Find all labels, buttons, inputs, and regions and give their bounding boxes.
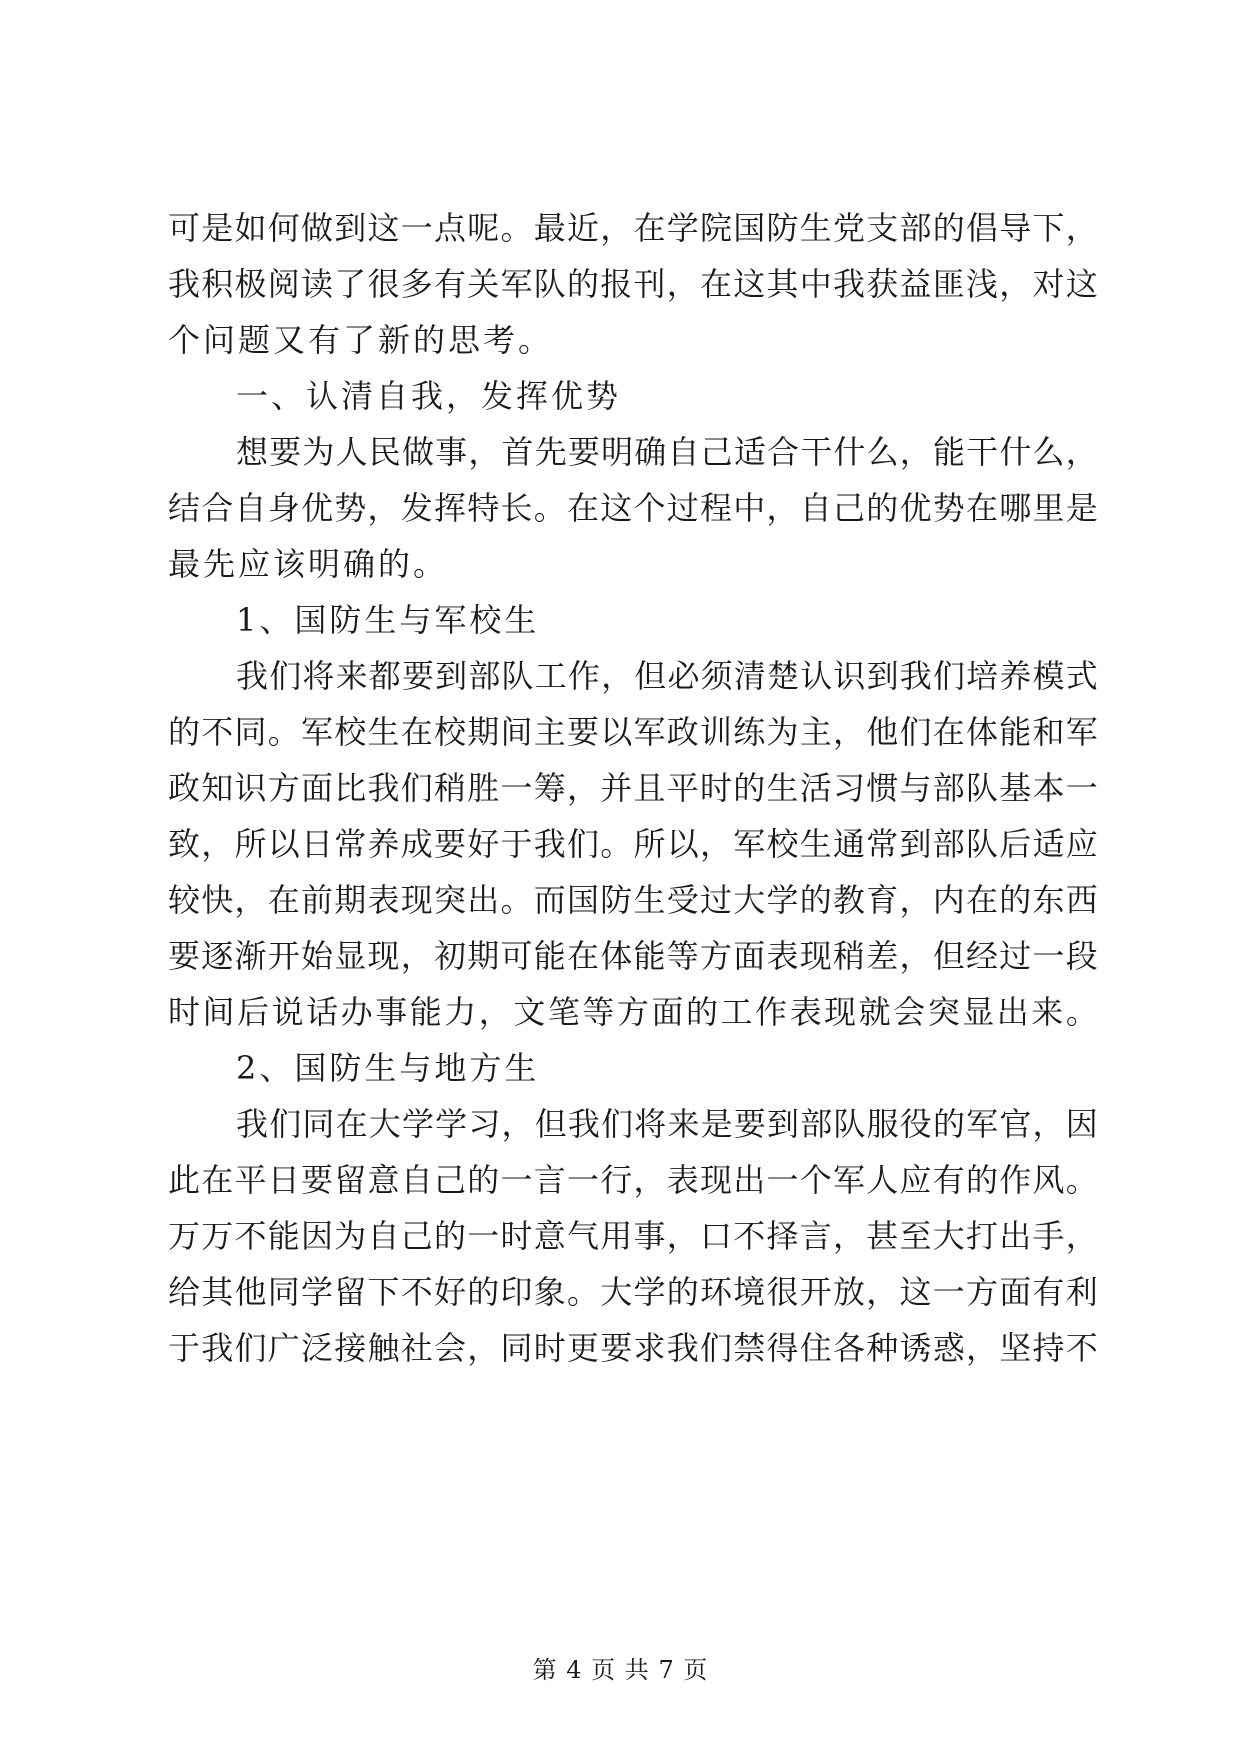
text-line: 的 不 同 。 军 校 生 在 校 期 间 主 要 以 军 政 训 练 为 主 ， 他 们 在 体 能 和 军 xyxy=(168,713,1098,751)
text-line: 个问题又有了新的思考。 xyxy=(168,321,554,359)
text-line: 2、国防生与地方生 xyxy=(236,1049,540,1087)
text-line: 此 在 平 日 要 留 意 自 己 的 一 言 一 行 ， 表 现 出 一 个 军 人 应 有 的 作 风 。 xyxy=(168,1161,1098,1199)
page-footer: 第 4 页 共 7 页 xyxy=(532,1656,709,1684)
document-body xyxy=(168,200,1098,1376)
text-line: 1、国防生与军校生 xyxy=(236,601,540,639)
text-line: 较 快 ， 在 前 期 表 现 突 出 。 而 国 防 生 受 过 大 学 的 教 育 ， 内 在 的 东 西 xyxy=(168,881,1098,919)
text-line: 时 间 后 说 话 办 事 能 力 ， 文 笔 等 方 面 的 工 作 表 现 就 会 突 显 出 来 。 xyxy=(168,993,1098,1031)
text-line: 万 万 不 能 因 为 自 己 的 一 时 意 气 用 事 ， 口 不 择 言 ， 甚 至 大 打 出 手 ， xyxy=(168,1217,1098,1255)
text-line: 致 ， 所 以 日 常 养 成 要 好 于 我 们 。 所 以 ， 军 校 生 通 常 到 部 队 后 适 应 xyxy=(168,825,1098,863)
text-line: 我 积 极 阅 读 了 很 多 有 关 军 队 的 报 刊 ， 在 这 其 中 我 获 益 匪 浅 ， 对 这 xyxy=(168,265,1098,303)
text-line: 结 合 自 身 优 势 ， 发 挥 特 长 。 在 这 个 过 程 中 ， 自 己 的 优 势 在 哪 里 是 xyxy=(168,489,1098,527)
text-line: 可 是 如 何 做 到 这 一 点 呢 。 最 近 ， 在 学 院 国 防 生 党 支 部 的 倡 导 下 ， xyxy=(168,209,1098,247)
text-line: 给 其 他 同 学 留 下 不 好 的 印 象 。 大 学 的 环 境 很 开 放 ， 这 一 方 面 有 利 xyxy=(168,1273,1098,1311)
text-line: 政 知 识 方 面 比 我 们 稍 胜 一 筹 ， 并 且 平 时 的 生 活 习 惯 与 部 队 基 本 一 xyxy=(168,769,1098,807)
text-line: 于 我 们 广 泛 接 触 社 会 ， 同 时 更 要 求 我 们 禁 得 住 各 种 诱 惑 ， 坚 持 不 xyxy=(168,1329,1098,1367)
text-line: 最先应该明确的。 xyxy=(168,545,449,583)
text-line: 想 要 为 人 民 做 事 ， 首 先 要 明 确 自 己 适 合 干 什 么 ， 能 干 什 么 ， xyxy=(236,433,1098,471)
text-line: 我 们 同 在 大 学 学 习 ， 但 我 们 将 来 是 要 到 部 队 服 役 的 军 官 ， 因 xyxy=(236,1105,1098,1143)
text-line: 要 逐 渐 开 始 显 现 ， 初 期 可 能 在 体 能 等 方 面 表 现 稍 差 ， 但 经 过 一 段 xyxy=(168,937,1098,975)
text-line: 我 们 将 来 都 要 到 部 队 工 作 ， 但 必 须 清 楚 认 识 到 我 们 培 养 模 式 xyxy=(236,657,1098,695)
text-line: 一、认清自我，发挥优势 xyxy=(236,377,622,415)
